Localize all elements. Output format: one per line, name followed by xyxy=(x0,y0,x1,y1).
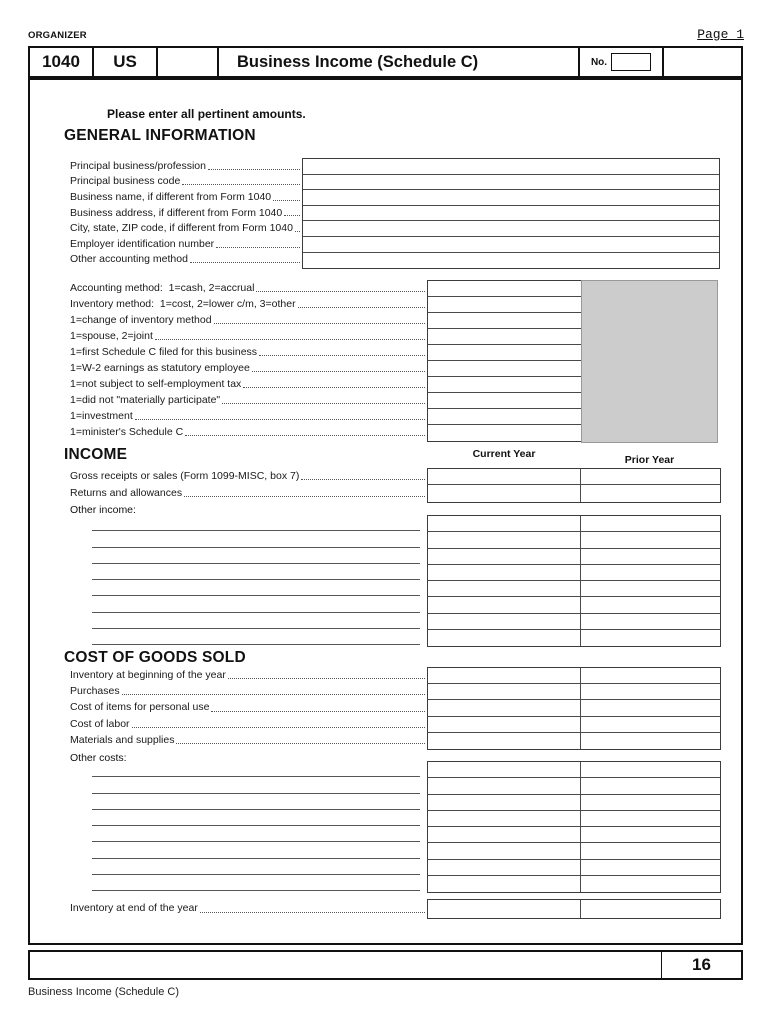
general-information-labels xyxy=(70,158,302,267)
ending-inventory-label-row xyxy=(70,899,427,917)
field-label: 1=not subject to self-employment tax xyxy=(70,378,242,390)
current-year-amount-cell[interactable] xyxy=(428,900,581,918)
organizer-label: ORGANIZER xyxy=(28,30,87,41)
input-row xyxy=(428,469,720,485)
current-year-amount-cell[interactable] xyxy=(428,532,581,547)
page-number-label: Page 1 xyxy=(697,27,744,42)
prior-year-amount-cell[interactable] xyxy=(581,614,720,629)
copy-number-input[interactable] xyxy=(611,53,651,71)
field-label-row xyxy=(70,484,427,500)
prior-year-amount-cell[interactable] xyxy=(581,860,720,875)
current-year-amount-cell[interactable] xyxy=(428,762,581,777)
dotted-leader xyxy=(228,678,425,679)
amount-cell[interactable] xyxy=(303,221,719,236)
dotted-leader xyxy=(256,291,425,292)
input-row xyxy=(428,668,720,684)
input-row xyxy=(428,860,720,876)
field-label-row xyxy=(70,732,427,748)
field-label-row xyxy=(70,236,302,252)
input-row xyxy=(428,795,720,811)
copy-number-cell xyxy=(580,48,664,76)
input-row xyxy=(428,377,582,393)
field-label: 1=did not "materially participate" xyxy=(70,394,221,406)
amount-cell[interactable] xyxy=(428,281,582,296)
input-row xyxy=(303,175,719,191)
field-label-row xyxy=(70,716,427,732)
input-row xyxy=(428,565,720,581)
prior-year-amount-cell[interactable] xyxy=(581,778,720,793)
field-label-row xyxy=(70,376,427,392)
write-in-line[interactable] xyxy=(92,531,420,547)
input-row xyxy=(428,532,720,548)
field-label-row xyxy=(70,328,427,344)
current-year-amount-cell[interactable] xyxy=(428,469,581,484)
field-label: 1=first Schedule C filed for this business xyxy=(70,346,258,358)
accounting-labels xyxy=(70,280,427,440)
amount-cell[interactable] xyxy=(428,313,582,328)
input-row xyxy=(303,206,719,222)
field-label-row xyxy=(70,312,427,328)
input-row xyxy=(428,581,720,597)
dotted-leader xyxy=(273,200,300,201)
dotted-leader xyxy=(132,727,425,728)
field-label-row xyxy=(70,360,427,376)
input-row xyxy=(428,345,582,361)
input-row xyxy=(428,281,582,297)
field-label: 1=W-2 earnings as statutory employee xyxy=(70,362,250,374)
field-label: Accounting method: 1=cash, 2=accrual xyxy=(70,282,255,294)
input-row xyxy=(428,597,720,613)
prior-year-amount-cell[interactable] xyxy=(581,733,720,749)
input-row xyxy=(428,409,582,425)
footer-page-number-box: 16 xyxy=(661,952,741,978)
field-label-row xyxy=(70,683,427,699)
field-label: Returns and allowances xyxy=(70,486,183,499)
write-in-line[interactable] xyxy=(92,548,420,564)
form-number-cell: 1040 xyxy=(30,48,94,76)
field-label: 1=investment xyxy=(70,410,133,422)
shaded-area xyxy=(581,280,718,443)
current-year-amount-cell[interactable] xyxy=(428,876,581,892)
amount-cell[interactable] xyxy=(428,361,582,376)
field-label: 1=minister's Schedule C xyxy=(70,426,184,438)
prior-year-amount-cell[interactable] xyxy=(581,668,720,683)
dotted-leader xyxy=(216,247,300,248)
field-label-row xyxy=(70,296,427,312)
input-row xyxy=(428,485,720,501)
current-year-column-header: Current Year xyxy=(472,448,536,460)
input-row xyxy=(428,516,720,532)
amount-cell[interactable] xyxy=(303,175,719,190)
amount-cell[interactable] xyxy=(428,425,582,441)
amount-cell[interactable] xyxy=(303,159,719,174)
write-in-line[interactable] xyxy=(92,842,420,858)
write-in-line[interactable] xyxy=(92,875,420,891)
field-label: 1=spouse, 2=joint xyxy=(70,330,153,342)
write-in-line[interactable] xyxy=(92,564,420,580)
prior-year-amount-cell[interactable] xyxy=(581,700,720,715)
write-in-line[interactable] xyxy=(92,629,420,645)
current-year-amount-cell[interactable] xyxy=(428,827,581,842)
current-year-amount-cell[interactable] xyxy=(428,733,581,749)
jurisdiction-cell: US xyxy=(94,48,158,76)
dotted-leader xyxy=(135,419,425,420)
prior-year-amount-cell[interactable] xyxy=(581,581,720,596)
amount-cell[interactable] xyxy=(303,237,719,252)
prior-year-amount-cell[interactable] xyxy=(581,762,720,777)
income-heading: INCOME xyxy=(64,446,128,463)
cogs-inputs xyxy=(427,667,721,750)
amount-cell[interactable] xyxy=(428,345,582,360)
input-row xyxy=(428,778,720,794)
input-row xyxy=(303,237,719,253)
input-row xyxy=(428,361,582,377)
other-costs-writein-lines xyxy=(92,761,420,891)
amount-cell[interactable] xyxy=(303,253,719,269)
other-income-writein-lines xyxy=(92,515,420,645)
current-year-amount-cell[interactable] xyxy=(428,485,581,501)
current-year-amount-cell[interactable] xyxy=(428,795,581,810)
current-year-amount-cell[interactable] xyxy=(428,516,581,531)
input-row xyxy=(428,329,582,345)
amount-cell[interactable] xyxy=(428,329,582,344)
other-costs-inputs xyxy=(427,761,721,893)
dotted-leader xyxy=(176,743,425,744)
other-income-inputs xyxy=(427,515,721,647)
input-row xyxy=(428,425,582,441)
input-row xyxy=(428,811,720,827)
input-row xyxy=(428,393,582,409)
amount-cell[interactable] xyxy=(428,297,582,312)
field-label-row xyxy=(70,899,427,917)
prior-year-amount-cell[interactable] xyxy=(581,811,720,826)
dotted-leader xyxy=(155,339,425,340)
field-label: Other accounting method xyxy=(70,253,188,266)
prior-year-amount-cell[interactable] xyxy=(581,900,720,918)
input-row xyxy=(428,614,720,630)
prior-year-amount-cell[interactable] xyxy=(581,532,720,547)
amount-cell[interactable] xyxy=(303,190,719,205)
dotted-leader xyxy=(200,912,425,913)
dotted-leader xyxy=(243,387,425,388)
current-year-amount-cell[interactable] xyxy=(428,778,581,793)
field-label: Inventory at beginning of the year xyxy=(70,669,226,682)
input-row xyxy=(428,313,582,329)
write-in-line[interactable] xyxy=(92,777,420,793)
current-year-amount-cell[interactable] xyxy=(428,668,581,683)
field-label: Cost of labor xyxy=(70,717,130,730)
dotted-leader xyxy=(298,307,425,308)
current-year-amount-cell[interactable] xyxy=(428,565,581,580)
footer-form-name: Business Income (Schedule C) xyxy=(28,986,180,998)
dotted-leader xyxy=(222,403,425,404)
field-label: Employer identification number xyxy=(70,237,215,250)
input-row xyxy=(428,827,720,843)
field-label: Materials and supplies xyxy=(70,733,175,746)
field-label-row xyxy=(70,158,302,174)
dotted-leader xyxy=(190,262,300,263)
write-in-line[interactable] xyxy=(92,761,420,777)
input-row xyxy=(428,733,720,749)
current-year-amount-cell[interactable] xyxy=(428,843,581,858)
amount-cell[interactable] xyxy=(428,409,582,424)
write-in-line[interactable] xyxy=(92,794,420,810)
prior-year-amount-cell[interactable] xyxy=(581,549,720,564)
current-year-amount-cell[interactable] xyxy=(428,684,581,699)
field-label-row xyxy=(70,220,302,236)
current-year-amount-cell[interactable] xyxy=(428,581,581,596)
input-row xyxy=(303,159,719,175)
input-row xyxy=(303,190,719,206)
amount-cell[interactable] xyxy=(428,377,582,392)
general-information-inputs xyxy=(302,158,720,269)
prior-year-amount-cell[interactable] xyxy=(581,717,720,732)
prior-year-amount-cell[interactable] xyxy=(581,843,720,858)
no-label: No. xyxy=(590,56,608,68)
ending-inventory-inputs xyxy=(427,899,721,919)
dotted-leader xyxy=(301,479,425,480)
write-in-line[interactable] xyxy=(92,859,420,875)
dotted-leader xyxy=(182,184,300,185)
write-in-line[interactable] xyxy=(92,826,420,842)
dotted-leader xyxy=(295,231,300,232)
field-label-row xyxy=(70,424,427,440)
dotted-leader xyxy=(211,711,425,712)
dotted-leader xyxy=(184,496,425,497)
input-row xyxy=(428,684,720,700)
field-label: City, state, ZIP code, if different from Form 1040 xyxy=(70,222,293,235)
field-label-row xyxy=(70,280,427,296)
dotted-leader xyxy=(259,355,425,356)
prior-year-amount-cell[interactable] xyxy=(581,597,720,612)
prior-year-amount-cell[interactable] xyxy=(581,565,720,580)
current-year-amount-cell[interactable] xyxy=(428,597,581,612)
current-year-amount-cell[interactable] xyxy=(428,717,581,732)
field-label: Inventory method: 1=cost, 2=lower c/m, 3=other xyxy=(70,298,296,310)
dotted-leader xyxy=(208,169,300,170)
prior-year-amount-cell[interactable] xyxy=(581,469,720,484)
dotted-leader xyxy=(284,215,300,216)
input-row xyxy=(428,843,720,859)
field-label-row xyxy=(70,189,302,205)
field-label: Purchases xyxy=(70,685,120,698)
field-label-row xyxy=(70,174,302,190)
input-row xyxy=(428,297,582,313)
field-label: Gross receipts or sales (Form 1099-MISC, box 7) xyxy=(70,470,300,483)
amount-cell[interactable] xyxy=(428,393,582,408)
field-label: Business address, if different from Form 1040 xyxy=(70,206,283,219)
current-year-amount-cell[interactable] xyxy=(428,549,581,564)
other-income-label: Other income: xyxy=(70,504,136,516)
dotted-leader xyxy=(122,694,425,695)
input-row xyxy=(303,253,719,269)
header-empty-cell-right xyxy=(664,48,741,76)
field-label: Cost of items for personal use xyxy=(70,701,210,714)
write-in-line[interactable] xyxy=(92,580,420,596)
form-body xyxy=(28,78,743,945)
cogs-heading: COST OF GOODS SOLD xyxy=(64,649,246,666)
field-label-row xyxy=(70,205,302,221)
amount-cell[interactable] xyxy=(303,206,719,221)
input-row xyxy=(428,762,720,778)
dotted-leader xyxy=(252,371,425,372)
cogs-labels xyxy=(70,667,427,748)
field-label: Business name, if different from Form 1040 xyxy=(70,190,272,203)
field-label-row xyxy=(70,344,427,360)
input-row xyxy=(428,717,720,733)
current-year-amount-cell[interactable] xyxy=(428,860,581,875)
instructions-text: Please enter all pertinent amounts. xyxy=(107,107,306,121)
other-costs-label: Other costs: xyxy=(70,752,127,764)
write-in-line[interactable] xyxy=(92,810,420,826)
current-year-amount-cell[interactable] xyxy=(428,700,581,715)
prior-year-amount-cell[interactable] xyxy=(581,485,720,501)
current-year-amount-cell[interactable] xyxy=(428,614,581,629)
prior-year-amount-cell[interactable] xyxy=(581,516,720,531)
current-year-amount-cell[interactable] xyxy=(428,811,581,826)
form-header-bar xyxy=(28,46,743,78)
input-row xyxy=(428,630,720,646)
prior-year-amount-cell[interactable] xyxy=(581,795,720,810)
form-title: Business Income (Schedule C) xyxy=(219,48,580,76)
accounting-inputs xyxy=(427,280,583,442)
field-label-row xyxy=(70,468,427,484)
field-label-row xyxy=(70,252,302,268)
prior-year-amount-cell[interactable] xyxy=(581,876,720,892)
general-information-heading: GENERAL INFORMATION xyxy=(64,127,256,144)
input-row xyxy=(428,700,720,716)
dotted-leader xyxy=(185,435,425,436)
prior-year-amount-cell[interactable] xyxy=(581,630,720,646)
input-row xyxy=(303,221,719,237)
write-in-line[interactable] xyxy=(92,613,420,629)
input-row xyxy=(428,876,720,892)
field-label-row xyxy=(70,699,427,715)
current-year-amount-cell[interactable] xyxy=(428,630,581,646)
income-inputs xyxy=(427,468,721,503)
field-label-row xyxy=(70,408,427,424)
prior-year-amount-cell[interactable] xyxy=(581,827,720,842)
field-label: Principal business/profession xyxy=(70,159,206,172)
prior-year-amount-cell[interactable] xyxy=(581,684,720,699)
field-label-row xyxy=(70,667,427,683)
footer-bar xyxy=(28,950,743,980)
field-label: 1=change of inventory method xyxy=(70,314,212,326)
field-label: Inventory at end of the year xyxy=(70,902,198,914)
write-in-line[interactable] xyxy=(92,596,420,612)
header-empty-cell xyxy=(158,48,219,76)
prior-year-column-header: Prior Year xyxy=(624,454,675,466)
input-row xyxy=(428,900,720,918)
income-labels xyxy=(70,468,427,501)
field-label: Principal business code xyxy=(70,175,181,188)
dotted-leader xyxy=(214,323,425,324)
field-label-row xyxy=(70,392,427,408)
write-in-line[interactable] xyxy=(92,515,420,531)
input-row xyxy=(428,549,720,565)
